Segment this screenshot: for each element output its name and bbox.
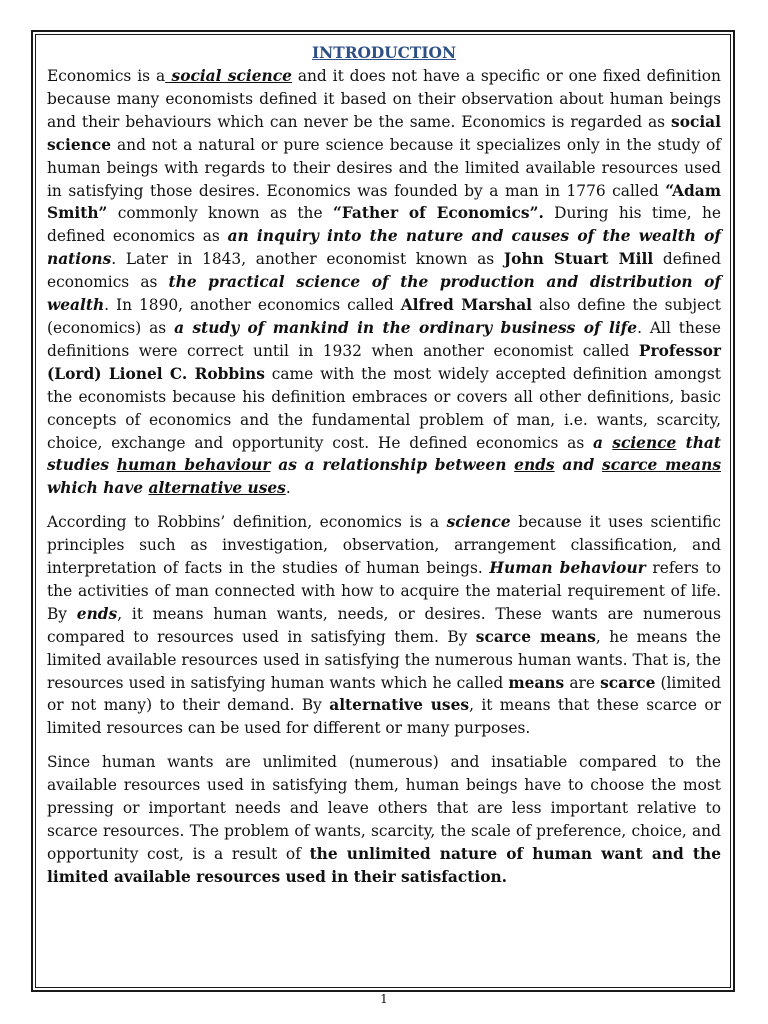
p1-text-19: . All these definitions were correct until in 1932 when another economist called bbox=[47, 318, 721, 360]
page-number: 1 bbox=[380, 992, 388, 1006]
document-title: INTRODUCTION bbox=[311, 44, 457, 62]
p1-social-science: social science bbox=[165, 67, 292, 85]
p1-robbins-scarce-means: scarce means bbox=[602, 456, 721, 475]
p1-robbins-def-a: a bbox=[593, 433, 613, 452]
p1-text-17: also define the subject (economics) as bbox=[47, 296, 721, 337]
p1-robbins-ends: ends bbox=[514, 456, 555, 475]
p2-text-5: refers to the activities of man connected with how to acquire the material requirement of life. By bbox=[47, 559, 722, 623]
p2-human-behaviour: Human behaviour bbox=[489, 559, 646, 578]
p3-text-1: Since human wants are unlimited (numerous) and insatiable compared to the available resources used in satisfying them, human beings have to choose the most pressing or important needs and leave others that are less important relative to scarce resources. The problem of wants, scarcity, the scale of preference, choice, and opportunity cost, is a result of bbox=[47, 753, 721, 863]
p1-robbins-science: science bbox=[612, 433, 677, 452]
p1-text-11: . Later in 1843, another economist known as bbox=[111, 250, 504, 269]
p1-adam-smith: “Adam Smith” bbox=[47, 181, 721, 223]
paragraph-definitions bbox=[47, 65, 721, 500]
p1-john-stuart-mill: John Stuart Mill bbox=[503, 250, 654, 269]
p1-robbins-alternative-uses: alternative uses bbox=[148, 479, 286, 498]
p1-text-5: and not a natural or pure science because it specializes only in the study of human beings with regards to their desires and the limited available resources used in satisfying those desires. Economics was founded by a man in 1776 called bbox=[47, 135, 721, 200]
p1-robbins-human-behaviour: human behaviour bbox=[116, 456, 271, 475]
p1-smith-definition: an inquiry into the nature and causes of the wealth of nations bbox=[47, 227, 721, 269]
p2-text-9: , he means the limited available resources used in satisfying the numerous human wants. That is, the resources used in satisfying human wants which he called bbox=[47, 627, 721, 692]
p2-scarce-means: scarce means bbox=[475, 627, 596, 646]
p1-marshal-definition: a study of mankind in the ordinary business of life bbox=[174, 318, 638, 337]
paragraph-robbins-explained bbox=[47, 511, 721, 740]
p1-robbins-that-studies: that studies bbox=[47, 433, 721, 475]
p1-text-21: came with the most widely accepted definition amongst the economists because his definition embraces or covers all other definitions, basic concepts of economics and the fundamental problem of man, i.e. wants, scarcity, choice, exchange and opportunity cost. He defined economics as bbox=[47, 364, 721, 452]
p1-text-15: . In 1890, another economics called bbox=[104, 296, 401, 315]
p2-text-15: , it means that these scarce or limited resources can be used for different or many purposes. bbox=[47, 696, 721, 738]
p2-text-13: (limited or not many) to their demand. By bbox=[47, 673, 721, 715]
paragraph-scarcity-problem bbox=[47, 751, 721, 888]
p1-robbins-which-have: which have bbox=[47, 479, 149, 498]
p1-text-1: Economics is a bbox=[47, 67, 166, 85]
document-body bbox=[47, 42, 721, 900]
p1-mill-definition: the practical science of the production and distribution of wealth bbox=[47, 273, 721, 315]
p2-alternative-uses: alternative uses bbox=[329, 696, 470, 715]
p3-conclusion-bold: the unlimited nature of human want and the limited available resources used in their satisfaction. bbox=[47, 844, 721, 886]
p2-text-3: because it uses scientific principles such as investigation, observation, arrangement classification, and interpretation of facts in the studies of human beings. bbox=[47, 513, 721, 578]
p1-text-3: and it does not have a specific or one fixed definition because many economists defined it based on their observation about human beings and their behaviours which can never be the same. Economics is regarded as bbox=[47, 67, 721, 131]
p1-text-9: During his time, he defined economics as bbox=[47, 204, 722, 246]
p2-text-7: , it means human wants, needs, or desires. These wants are numerous compared to resources used in satisfying them. By bbox=[47, 604, 721, 646]
p1-text-32: . bbox=[285, 479, 291, 498]
p2-text-1: According to Robbins’ definition, economics is a bbox=[47, 513, 447, 532]
p2-text-11: are bbox=[564, 673, 601, 692]
p2-scarce: scarce bbox=[600, 673, 656, 692]
p2-ends: ends bbox=[76, 604, 118, 623]
p1-alfred-marshal: Alfred Marshal bbox=[400, 296, 533, 315]
p1-father-of-economics: “Father of Economics”. bbox=[332, 204, 544, 223]
p1-robbins-relationship: as a relationship between bbox=[270, 456, 515, 475]
p1-text-7: commonly known as the bbox=[107, 204, 333, 223]
p1-social-science-bold: social science bbox=[47, 112, 721, 154]
p1-robbins-and: and bbox=[554, 456, 603, 475]
p2-means: means bbox=[508, 673, 565, 692]
p1-lionel-robbins: Professor (Lord) Lionel C. Robbins bbox=[47, 341, 721, 383]
p2-science: science bbox=[446, 513, 511, 532]
p1-text-13: defined economics as bbox=[47, 250, 721, 292]
